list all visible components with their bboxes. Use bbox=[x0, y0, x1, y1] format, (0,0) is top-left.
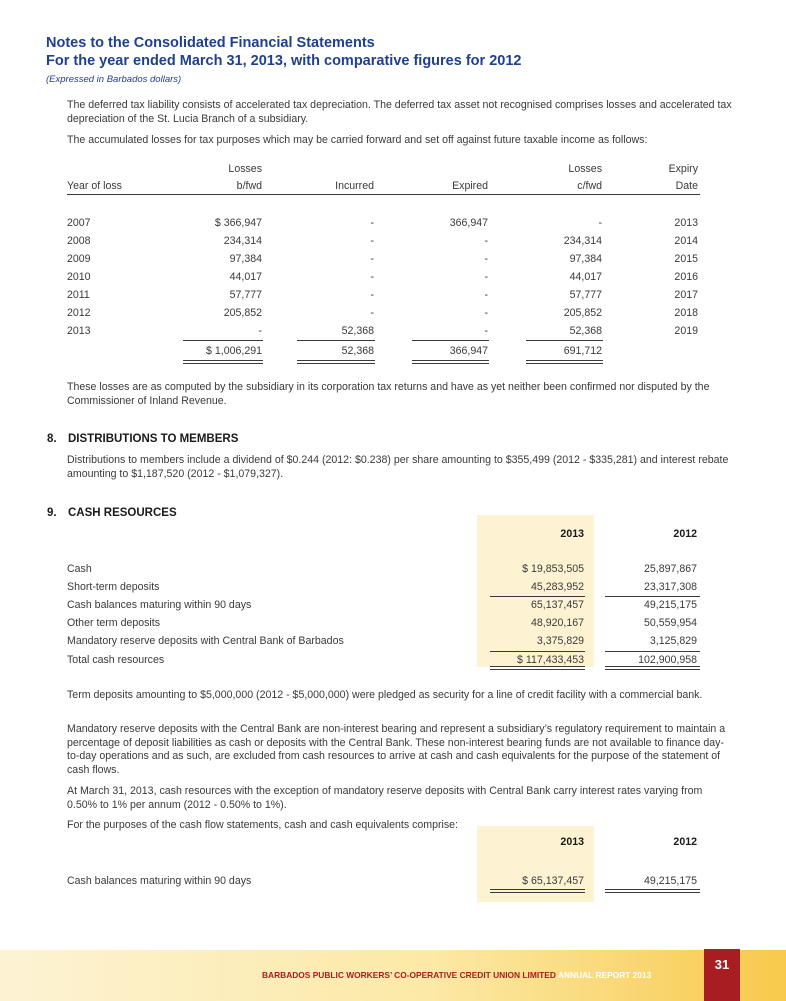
tax-cell-incurred: - bbox=[370, 235, 374, 247]
total-double-rule bbox=[605, 889, 700, 893]
cash-cell-v2012: 102,900,958 bbox=[638, 654, 697, 666]
tax-cell-expired: - bbox=[484, 325, 488, 337]
cash-cell-v2013: 65,137,457 bbox=[530, 599, 584, 611]
cash-cell-label: Cash balances maturing within 90 days bbox=[67, 599, 252, 611]
total-rule bbox=[490, 651, 585, 652]
tax-cell-incurred: - bbox=[370, 271, 374, 283]
tax-cell-incurred: 52,368 bbox=[341, 325, 374, 337]
cce-row-2012: 49,215,175 bbox=[643, 875, 697, 887]
section-title: DISTRIBUTIONS TO MEMBERS bbox=[68, 433, 239, 445]
total-double-rule bbox=[526, 360, 603, 364]
cce-row-label: Cash balances maturing within 90 days bbox=[67, 875, 252, 887]
col-expiry-2: Date bbox=[675, 180, 698, 192]
col-cfwd-2: c/fwd bbox=[577, 180, 602, 192]
cash-col-2013: 2013 bbox=[560, 528, 584, 540]
tax-cell-expiry: 2018 bbox=[674, 307, 698, 319]
col-expiry-1: Expiry bbox=[668, 163, 698, 175]
total-double-rule bbox=[412, 360, 489, 364]
cce-intro: For the purposes of the cash flow statements, cash and cash equivalents comprise: bbox=[67, 819, 458, 831]
section-9-heading bbox=[47, 507, 177, 519]
subtotal-rule bbox=[526, 340, 603, 341]
total-expired: 366,947 bbox=[449, 345, 488, 357]
tax-cell-cfwd: 97,384 bbox=[569, 253, 602, 265]
tax-cell-incurred: - bbox=[370, 289, 374, 301]
cce-col-2013: 2013 bbox=[560, 836, 584, 848]
tax-cell-cfwd: 234,314 bbox=[563, 235, 602, 247]
cash-cell-v2012: 49,215,175 bbox=[643, 599, 697, 611]
cash-cell-v2012: 50,559,954 bbox=[643, 617, 697, 629]
total-rule bbox=[605, 651, 700, 652]
col-bfwd-2: b/fwd bbox=[236, 180, 262, 192]
tax-cell-expiry: 2017 bbox=[674, 289, 698, 301]
cash-cell-label: Cash bbox=[67, 563, 92, 575]
subtotal-rule bbox=[490, 596, 585, 597]
cash-cell-label: Short-term deposits bbox=[67, 581, 160, 593]
total-double-rule bbox=[297, 360, 375, 364]
tax-cell-expiry: 2014 bbox=[674, 235, 698, 247]
cash-cell-v2013: $ 117,433,453 bbox=[517, 654, 584, 666]
total-bfwd: $ 1,006,291 bbox=[206, 345, 262, 357]
distributions-paragraph: Distributions to members include a dividend of $0.244 (2012: $0.238) per share amounting to $355,499 (2012 - $335,281) and interest rebate amounting to $1,187,520 (2012 - $1,079,327). bbox=[67, 454, 729, 480]
page-number-box bbox=[704, 949, 740, 1001]
subtotal-rule bbox=[605, 596, 700, 597]
tax-cell-expired: 366,947 bbox=[449, 217, 488, 229]
header-rule bbox=[67, 194, 700, 195]
tax-cell-expired: - bbox=[484, 235, 488, 247]
col-expired: Expired bbox=[452, 180, 488, 192]
tax-cell-incurred: - bbox=[370, 307, 374, 319]
tax-cell-cfwd: 57,777 bbox=[569, 289, 602, 301]
tax-cell-bfwd: - bbox=[258, 325, 262, 337]
col-year: Year of loss bbox=[67, 180, 122, 192]
tax-cell-bfwd: 97,384 bbox=[229, 253, 262, 265]
tax-cell-expired: - bbox=[484, 289, 488, 301]
total-double-rule bbox=[490, 889, 585, 893]
tax-cell-year: 2013 bbox=[67, 325, 91, 337]
tax-cell-bfwd: 205,852 bbox=[223, 307, 262, 319]
tax-cell-year: 2012 bbox=[67, 307, 91, 319]
tax-cell-bfwd: 234,314 bbox=[223, 235, 262, 247]
total-incurred: 52,368 bbox=[341, 345, 374, 357]
total-double-rule bbox=[183, 360, 263, 364]
tax-cell-expiry: 2019 bbox=[674, 325, 698, 337]
tax-cell-bfwd: 44,017 bbox=[229, 271, 262, 283]
tax-cell-incurred: - bbox=[370, 217, 374, 229]
tax-cell-year: 2007 bbox=[67, 217, 91, 229]
footer-report: ANNUAL REPORT 2013 bbox=[557, 970, 652, 980]
tax-cell-cfwd: 44,017 bbox=[569, 271, 602, 283]
total-cfwd: 691,712 bbox=[563, 345, 602, 357]
section-number: 8. bbox=[47, 433, 57, 445]
cce-col-2012: 2012 bbox=[673, 836, 697, 848]
cash-cell-label: Other term deposits bbox=[67, 617, 161, 629]
tax-cell-cfwd: 205,852 bbox=[563, 307, 602, 319]
tax-cell-expired: - bbox=[484, 271, 488, 283]
page-subtitle: For the year ended March 31, 2013, with comparative figures for 2012 bbox=[46, 53, 522, 69]
cash-cell-v2012: 3,125,829 bbox=[649, 635, 697, 647]
subtotal-rule bbox=[297, 340, 375, 341]
tax-cell-year: 2011 bbox=[67, 289, 90, 301]
section-number: 9. bbox=[47, 507, 57, 519]
cash-cell-v2013: $ 19,853,505 bbox=[522, 563, 584, 575]
tax-cell-year: 2008 bbox=[67, 235, 91, 247]
footer-org: BARBADOS PUBLIC WORKERS’ CO-OPERATIVE CREDIT UNION LIMITED bbox=[262, 970, 556, 980]
tax-cell-expiry: 2015 bbox=[674, 253, 698, 265]
total-double-rule bbox=[490, 666, 585, 670]
tax-cell-bfwd: $ 366,947 bbox=[214, 217, 262, 229]
col-bfwd-1: Losses bbox=[228, 163, 262, 175]
cash-cell-v2013: 48,920,167 bbox=[530, 617, 584, 629]
currency-note: (Expressed in Barbados dollars) bbox=[46, 74, 182, 85]
cce-row-2013: $ 65,137,457 bbox=[522, 875, 584, 887]
tax-cell-expiry: 2013 bbox=[674, 217, 698, 229]
pledged-deposits-paragraph: Term deposits amounting to $5,000,000 (2012 - $5,000,000) were pledged as security for a line of credit facility with a commercial bank. bbox=[67, 689, 703, 701]
cash-cell-v2012: 23,317,308 bbox=[643, 581, 697, 593]
tax-cell-expired: - bbox=[484, 253, 488, 265]
cash-col-2012: 2012 bbox=[673, 528, 697, 540]
losses-note: These losses are as computed by the subsidiary in its corporation tax returns and have as yet neither been confirmed nor disputed by the Commissioner of Inland Revenue. bbox=[67, 381, 710, 407]
cash-cell-label: Mandatory reserve deposits with Central Bank of Barbados bbox=[67, 635, 344, 647]
col-cfwd-1: Losses bbox=[568, 163, 602, 175]
tax-cell-bfwd: 57,777 bbox=[229, 289, 262, 301]
tax-cell-cfwd: - bbox=[598, 217, 602, 229]
cash-cell-label: Total cash resources bbox=[67, 654, 165, 666]
cash-cell-v2013: 3,375,829 bbox=[536, 635, 584, 647]
section-8-heading bbox=[47, 433, 238, 445]
page-number: 31 bbox=[714, 957, 730, 972]
tax-cell-cfwd: 52,368 bbox=[569, 325, 602, 337]
tax-cell-expired: - bbox=[484, 307, 488, 319]
cash-cell-v2012: 25,897,867 bbox=[643, 563, 697, 575]
accumulated-losses-intro: The accumulated losses for tax purposes which may be carried forward and set off against future taxable income as follows: bbox=[67, 134, 648, 146]
tax-cell-year: 2010 bbox=[67, 271, 91, 283]
total-double-rule bbox=[605, 666, 700, 670]
mandatory-reserve-paragraph: Mandatory reserve deposits with the Central Bank are non-interest bearing and represent a subsidiary’s regulatory requirement to maintain a percentage of deposit liabilities as cash or deposits with the Central Bank. These non-interest bearing funds are not available to finance day-to-day operations and as such, are excluded from cash resources to arrive at cash and cash equivalents for the purpose of the statement of cash flows. bbox=[67, 723, 726, 776]
subtotal-rule bbox=[183, 340, 263, 341]
tax-cell-year: 2009 bbox=[67, 253, 91, 265]
col-incurred: Incurred bbox=[335, 180, 374, 192]
deferred-tax-paragraph: The deferred tax liability consists of accelerated tax depreciation. The deferred tax asset not recognised comprises losses and accelerated tax depreciation of the St. Lucia Branch of a subsidiary. bbox=[67, 99, 732, 125]
subtotal-rule bbox=[412, 340, 489, 341]
footer-text bbox=[262, 970, 651, 980]
tax-cell-incurred: - bbox=[370, 253, 374, 265]
cash-cell-v2013: 45,283,952 bbox=[530, 581, 584, 593]
page-title: Notes to the Consolidated Financial Statements bbox=[46, 35, 375, 51]
section-title: CASH RESOURCES bbox=[68, 507, 177, 519]
interest-rates-paragraph: At March 31, 2013, cash resources with the exception of mandatory reserve deposits with Central Bank carry interest rates varying from 0.50% to 1% per annum (2012 - 0.50% to 1%). bbox=[67, 785, 703, 811]
tax-cell-expiry: 2016 bbox=[674, 271, 698, 283]
